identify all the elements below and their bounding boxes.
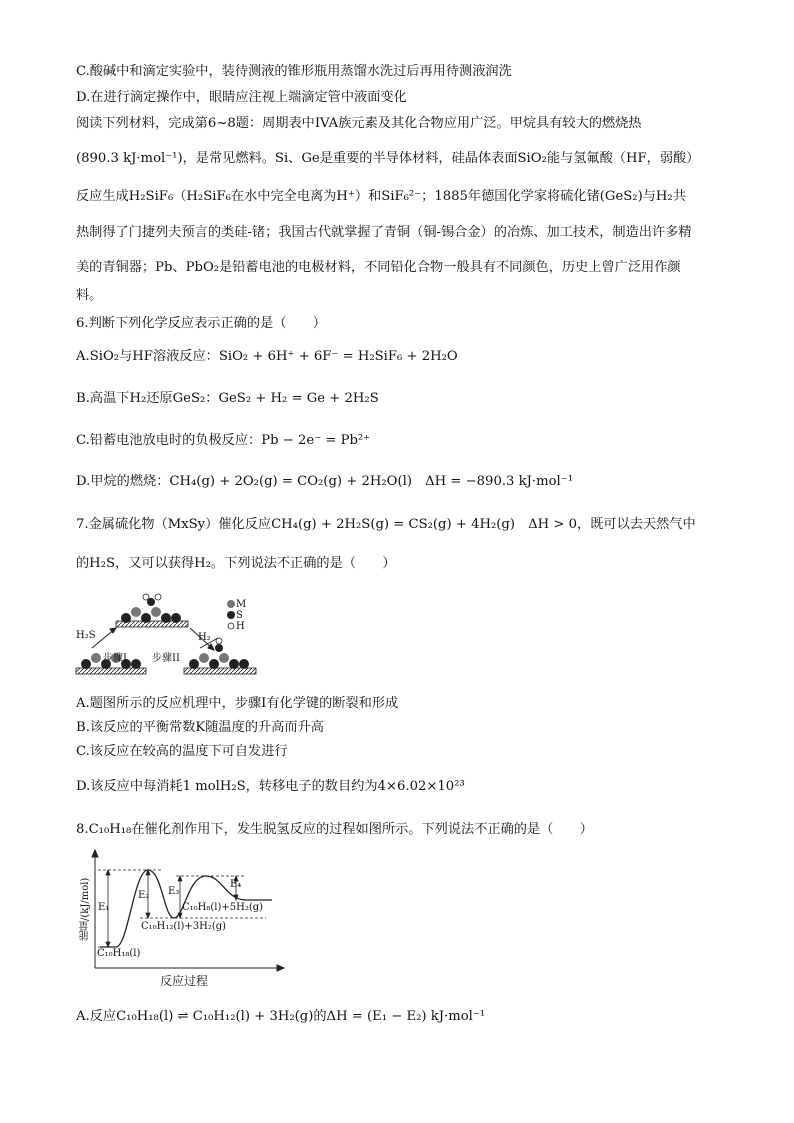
h2s-label: H₂S <box>76 630 96 641</box>
step-2-label: 步骤II <box>152 653 180 664</box>
q7-option-b: B.该反应的平衡常数K随温度的升高而升高 <box>76 720 324 735</box>
passage-line-4: 热制得了门捷列夫预言的类硅-锗；我国古代就掌握了青铜（铜-锡合金）的冶炼、加工技术，制造出许多精 <box>76 225 692 240</box>
legend-s-label: S <box>236 610 243 621</box>
prev-option-c: C.酸碱中和滴定实验中，装待测液的锥形瓶用蒸馏水洗过后再用待测液润洗 <box>76 64 512 79</box>
start-state-label: C₁₀H₁₈(l) <box>97 948 141 959</box>
q6-option-a: A.SiO₂与HF溶液反应：SiO₂ + 6H⁺ + 6F⁻ = H₂SiF₆ + 2H₂O <box>76 349 458 364</box>
passage-line-1: 阅读下列材料，完成第6~8题：周期表中IVA族元素及其化合物应用广泛。甲烷具有较大的燃烧热 <box>76 116 642 131</box>
q7-option-d: D.该反应中每消耗1 molH₂S，转移电子的数目约为4×6.02×10²³ <box>76 779 465 794</box>
q6-option-d: D.甲烷的燃烧：CH₄(g) + 2O₂(g) = CO₂(g) + 2H₂O(l) ΔH = −890.3 kJ·mol⁻¹ <box>76 474 573 489</box>
q7-option-c: C.该反应在较高的温度下可自发进行 <box>76 744 288 759</box>
q6-stem: 6.判断下列化学反应表示正确的是（ ） <box>76 316 326 331</box>
e4-label: E₄ <box>230 879 242 890</box>
q8-option-a: A.反应C₁₀H₁₈(l) ⇌ C₁₀H₁₂(l) + 3H₂(g)的ΔH = (E₁ − E₂) kJ·mol⁻¹ <box>76 1009 486 1024</box>
top-surface-atoms <box>121 594 181 623</box>
legend-m-label: M <box>236 599 247 610</box>
e3-label: E₃ <box>168 886 180 897</box>
prev-option-d: D.在进行滴定操作中，眼睛应注视上端滴定管中液面变化 <box>76 90 407 105</box>
y-axis-label: 能量/(kJ/mol) <box>80 877 91 941</box>
q7-stem-line-1: 7.金属硫化物（MxSy）催化反应CH₄(g) + 2H₂S(g) = CS₂(g) + 4H₂(g) ΔH > 0，既可以去天然气中 <box>76 517 696 532</box>
q6-option-b: B.高温下H₂还原GeS₂：GeS₂ + H₂ = Ge + 2H₂S <box>76 391 379 406</box>
q7-stem-line-2: 的H₂S，又可以获得H₂。下列说法不正确的是（ ） <box>76 556 396 571</box>
passage-line-2: (890.3 kJ·mol⁻¹)，是常见燃料。Si、Ge是重要的半导体材料，硅晶体表面SiO₂能与氢氟酸（HF，弱酸） <box>76 151 700 166</box>
passage-line-5: 美的青铜器；Pb、PbO₂是铅蓄电池的电极材料，不同铅化合物一般具有不同颜色，历史上曾广泛用作颜 <box>76 260 681 275</box>
mid-state-label: C₁₀H₁₂(l)+3H₂(g) <box>141 921 227 932</box>
e2-label: E₂ <box>138 890 150 901</box>
atom-legend <box>227 600 235 629</box>
step-1-label: 步骤I <box>103 653 127 664</box>
legend-h-label: H <box>236 621 245 632</box>
h2-label: H₂ <box>198 632 211 643</box>
x-axis-label: 反应过程 <box>160 974 209 988</box>
q7-option-a: A.题图所示的反应机理中，步骤I有化学键的断裂和形成 <box>76 696 399 711</box>
passage-line-6: 料。 <box>76 288 103 303</box>
e1-label: E₁ <box>98 902 110 913</box>
q6-option-c: C.铅蓄电池放电时的负极反应：Pb − 2e⁻ = Pb²⁺ <box>76 433 371 448</box>
q8-stem: 8.C₁₀H₁₈在催化剂作用下，发生脱氢反应的过程如图所示。下列说法不正确的是（ ） <box>76 822 593 837</box>
passage-line-3: 反应生成H₂SiF₆（H₂SiF₆在水中完全电离为H⁺）和SiF₆²⁻；1885年德国化学家将硫化锗(GeS₂)与H₂共 <box>76 189 686 204</box>
end-state-label: C₁₀H₈(l)+5H₂(g) <box>182 902 264 913</box>
